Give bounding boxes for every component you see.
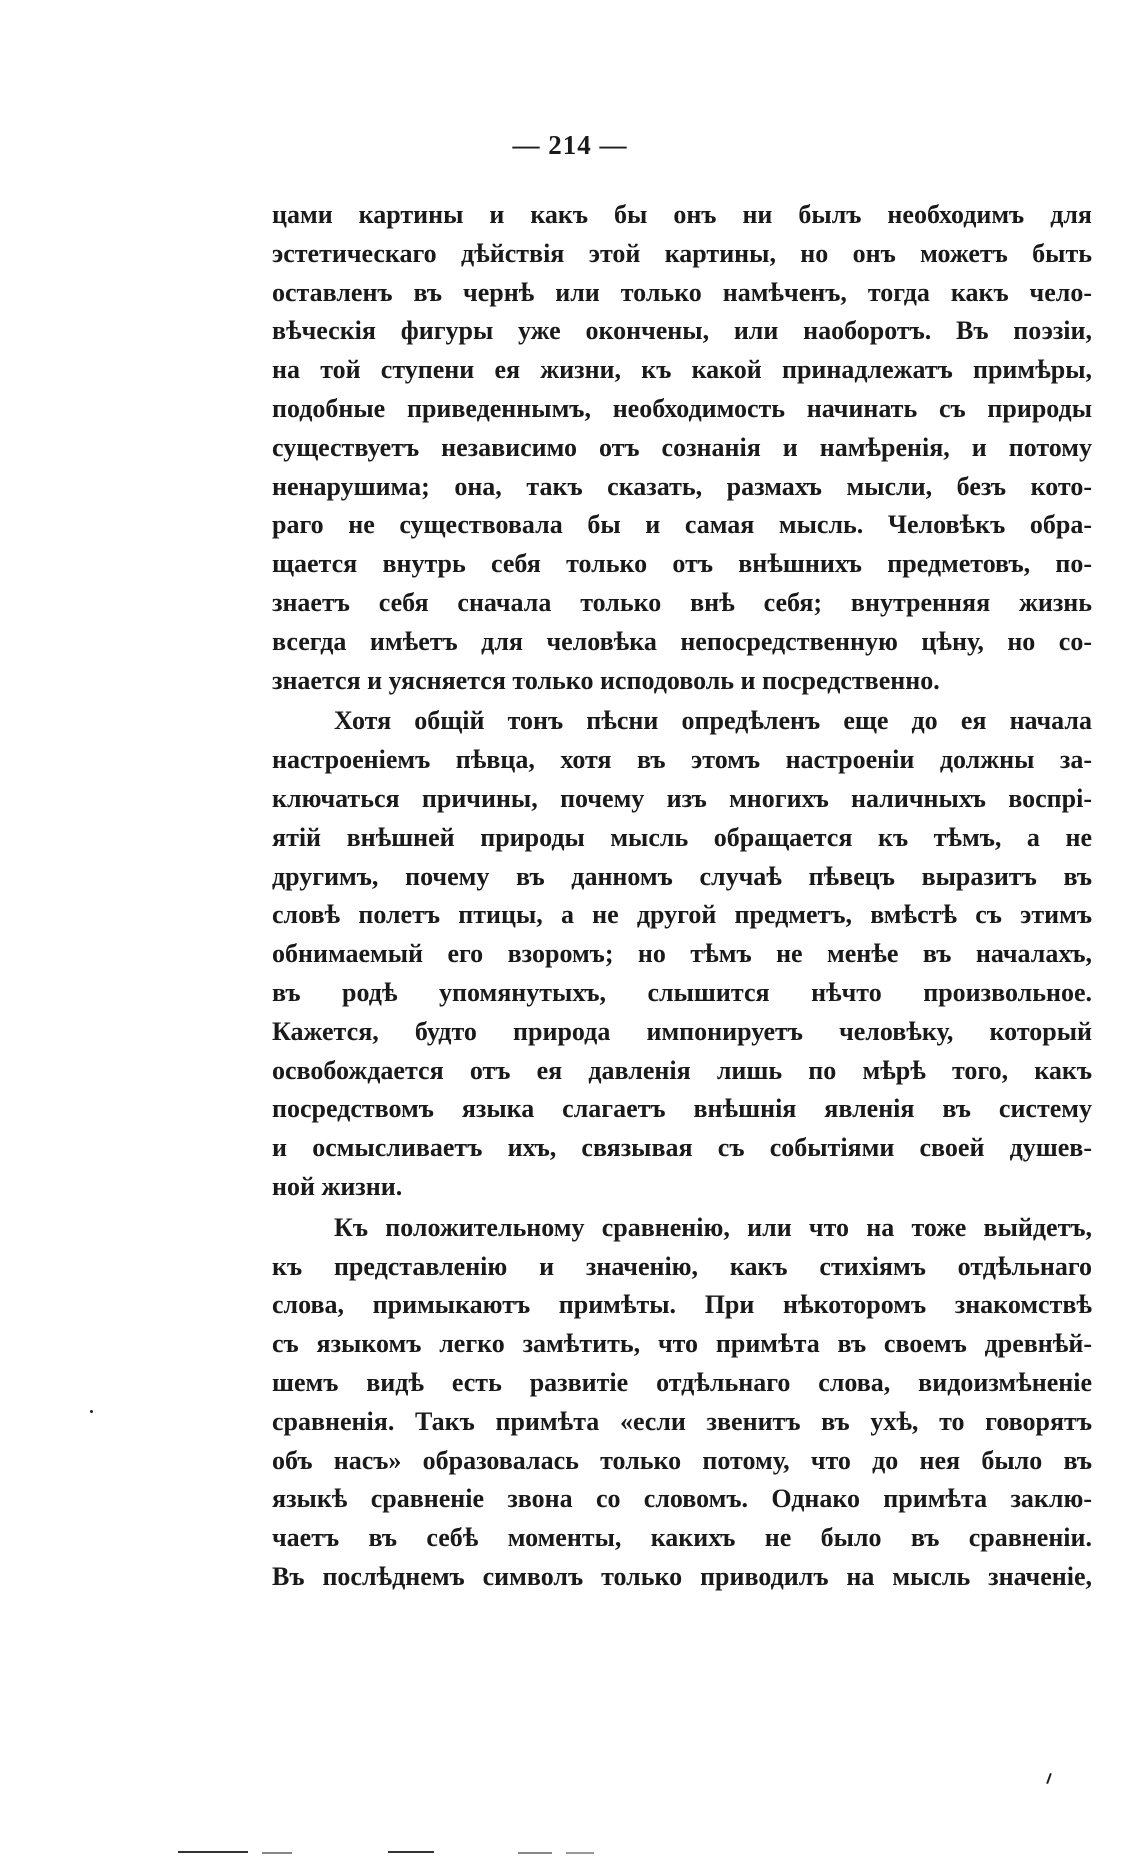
text-line: ной жизни. (272, 1171, 403, 1201)
text-line: знаетъ себя сначала только внѣ себя; внутренняя жизнь (272, 587, 1092, 617)
scan-edge-mark (566, 1852, 594, 1854)
text-line: языкѣ сравненіе звона со словомъ. Однако примѣта заклю- (272, 1484, 1092, 1514)
scan-edge-mark (518, 1852, 552, 1854)
text-line: ненарушима; она, такъ сказать, размахъ мысли, безъ кото- (272, 471, 1092, 501)
text-line: ключаться причины, почему изъ многихъ наличныхъ воспрі- (272, 783, 1092, 813)
text-line: оставленъ въ чернѣ или только намѣченъ, тогда какъ чело- (272, 277, 1092, 307)
text-line: шемъ видѣ есть развитіе отдѣльнаго слова, видоизмѣненіе (272, 1367, 1092, 1397)
text-line: съ языкомъ легко замѣтить, что примѣта въ своемъ древнѣй- (272, 1329, 1092, 1359)
text-line: эстетическаго дѣйствія этой картины, но онъ можетъ быть (272, 238, 1092, 268)
paragraph-start-line: Къ положительному сравненію, или что на тоже выйдетъ, (334, 1212, 1092, 1242)
text-line: знается и уясняется только исподоволь и посредственно. (272, 665, 940, 695)
text-line: на той ступени ея жизни, къ какой принадлежатъ примѣры, (272, 355, 1092, 385)
text-line: слова, примыкаютъ примѣты. При нѣкоторомъ знакомствѣ (272, 1290, 1092, 1320)
text-line: въ родѣ упомянутыхъ, слышится нѣчто произвольное. (272, 977, 1092, 1007)
text-line: и осмысливаетъ ихъ, связывая съ событіями своей душев- (272, 1133, 1092, 1163)
text-line: другимъ, почему въ данномъ случаѣ пѣвецъ выразитъ въ (272, 861, 1092, 891)
text-line: подобные приведеннымъ, необходимость начинать съ природы (272, 393, 1092, 423)
text-line: словѣ полетъ птицы, а не другой предметъ, вмѣстѣ съ этимъ (272, 900, 1092, 930)
text-line: существуетъ независимо отъ сознанія и намѣренія, и потому (272, 432, 1092, 462)
text-line: освобождается отъ ея давленія лишь по мѣрѣ того, какъ (272, 1055, 1092, 1085)
paragraph-start-line: Хотя общій тонъ пѣсни опредѣленъ еще до ея начала (334, 706, 1092, 736)
scan-edge-mark (262, 1852, 292, 1854)
text-line: всегда имѣетъ для человѣка непосредственную цѣну, но со- (272, 626, 1092, 656)
text-line: объ насъ» образовалась только потому, что до нея было въ (272, 1445, 1092, 1475)
text-line: раго не существовала бы и самая мысль. Человѣкъ обра- (272, 510, 1092, 540)
body-text (272, 196, 1092, 1597)
scan-edge-mark (388, 1851, 434, 1853)
text-line: сравненія. Такъ примѣта «если звенитъ въ ухѣ, то говорятъ (272, 1406, 1092, 1436)
text-line: обнимаемый его взоромъ; но тѣмъ не менѣе въ началахъ, (272, 939, 1092, 969)
text-line: ятій внѣшней природы мысль обращается къ тѣмъ, а не (272, 822, 1092, 852)
scan-speck (1046, 1773, 1052, 1784)
text-line: къ представленію и значенію, какъ стихіямъ отдѣльнаго (272, 1251, 1092, 1281)
text-line: цами картины и какъ бы онъ ни былъ необходимъ для (272, 200, 1092, 229)
page-number: — 214 — (512, 130, 628, 160)
text-line: настроеніемъ пѣвца, хотя въ этомъ настроеніи должны за- (272, 745, 1092, 775)
text-line: щается внутрь себя только отъ внѣшнихъ предметовъ, по- (272, 549, 1092, 579)
text-line: чаетъ въ себѣ моменты, какихъ не было въ сравненіи. (272, 1523, 1092, 1553)
text-line: Въ послѣднемъ символъ только приводилъ на мысль значеніе, (272, 1561, 1092, 1591)
scan-speck (90, 1410, 93, 1413)
text-line: вѣческія фигуры уже окончены, или наоборотъ. Въ поэзіи, (272, 316, 1092, 346)
text-line: Кажется, будто природа импонируетъ человѣку, который (272, 1016, 1092, 1046)
scan-edge-mark (178, 1851, 248, 1853)
text-line: посредствомъ языка слагаетъ внѣшнія явленія въ систему (272, 1094, 1092, 1124)
